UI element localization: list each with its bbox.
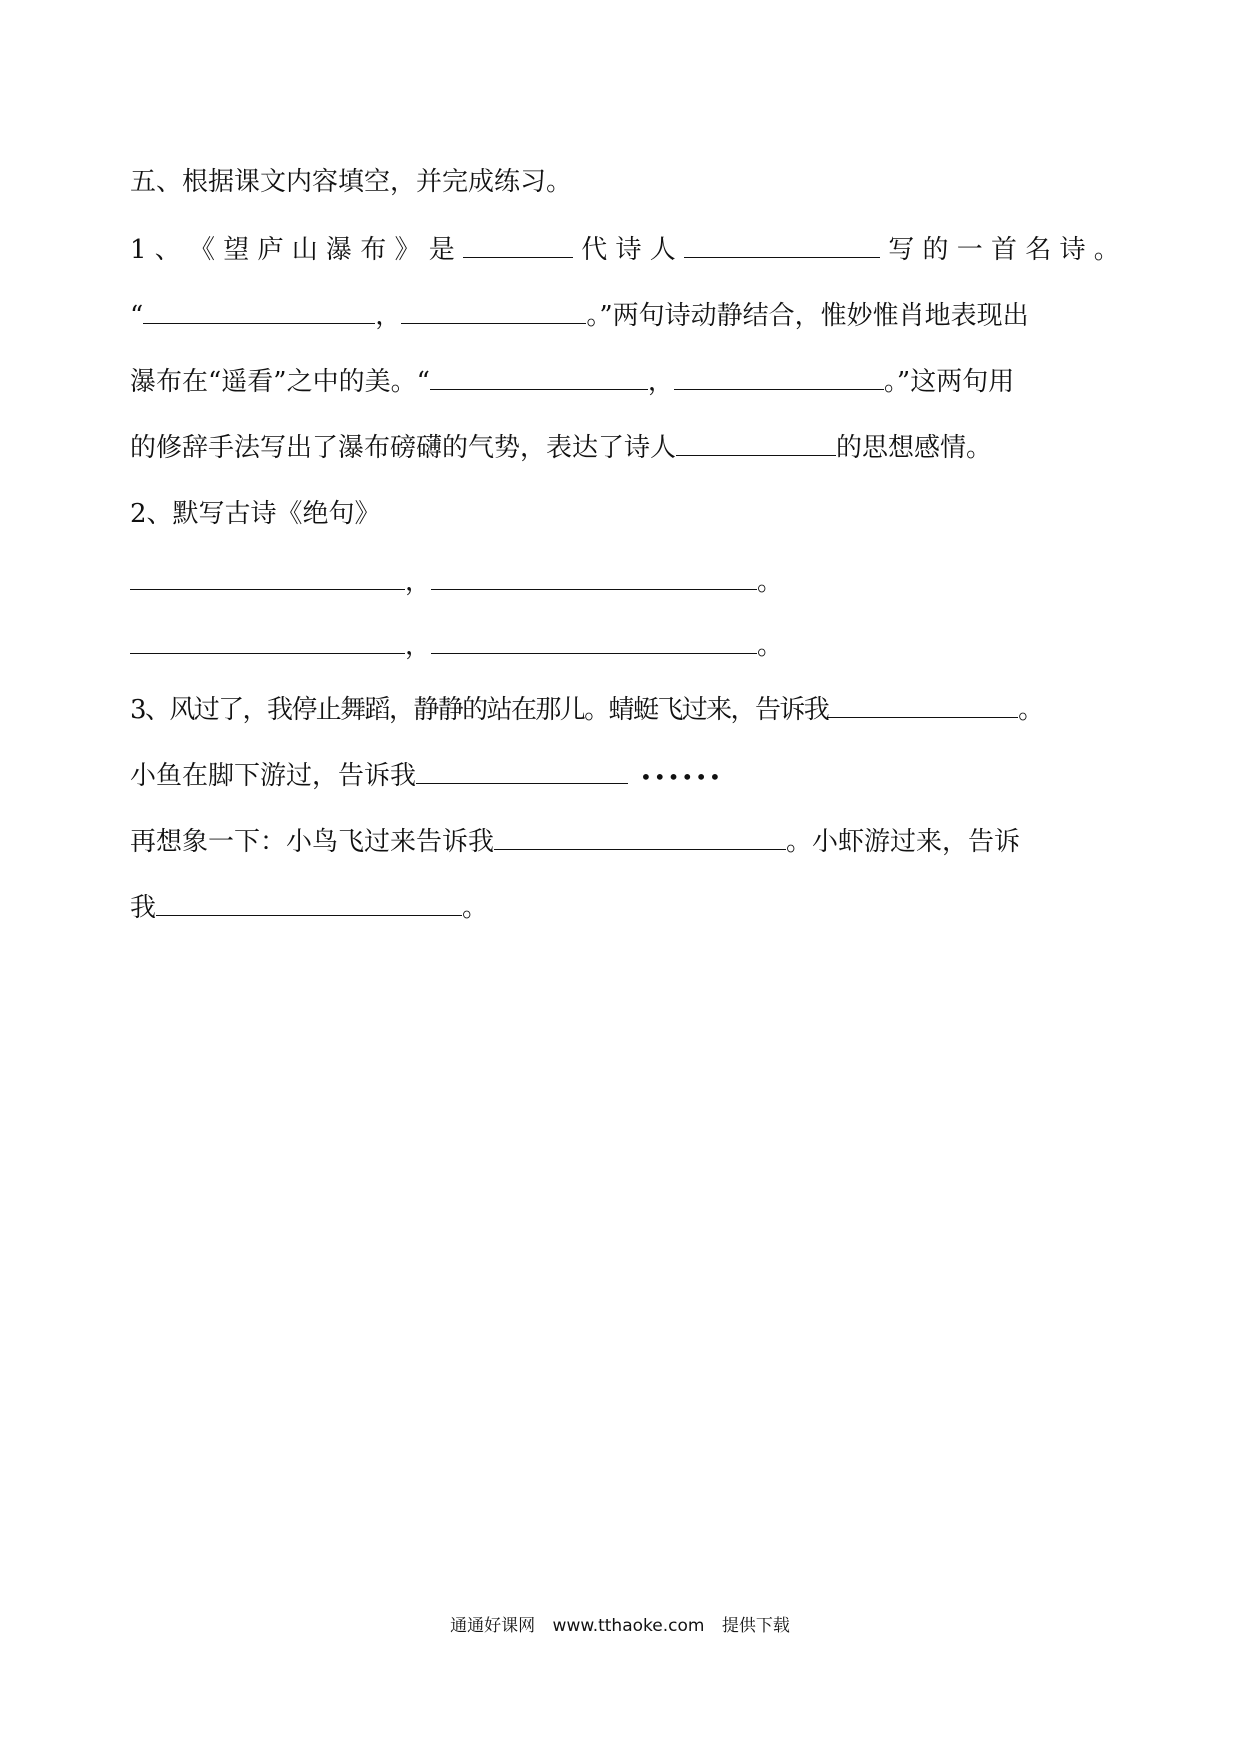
bird-blank[interactable] <box>494 823 786 850</box>
dynasty-blank[interactable] <box>463 231 573 258</box>
q3-line-3-start: 再想象一下：小鸟飞过来告诉我 <box>130 827 495 857</box>
q1-char: 山 <box>291 235 318 265</box>
q1-char: 瀑 <box>326 235 353 265</box>
footer-url[interactable]: www.tthaoke.com <box>552 1616 705 1636</box>
q1-char: 、 <box>154 235 181 265</box>
q3-line-2 <box>130 756 1120 797</box>
q1-line-4-start: 的修辞手法写出了瀑布磅礴的气势，表达了诗人 <box>130 433 677 463</box>
q3-line-4-start: 我 <box>130 893 157 923</box>
q3-line-2-start: 小鱼在脚下游过，告诉我 <box>130 761 417 791</box>
q1-char: 布 <box>360 235 387 265</box>
comma: ， <box>405 631 432 661</box>
q3-line-3 <box>130 822 1120 862</box>
comma: ， <box>375 301 402 331</box>
poem-line-1 <box>130 562 1120 602</box>
comma: ， <box>647 367 674 397</box>
q1-char: 的 <box>922 235 949 265</box>
q3-line-4 <box>130 888 1120 928</box>
feeling-blank[interactable] <box>676 429 836 456</box>
q1-char: 庐 <box>257 235 284 265</box>
q1-char: 。 <box>1093 235 1120 265</box>
verse-blank-1[interactable] <box>143 297 375 324</box>
q1-char: 诗 <box>615 235 642 265</box>
poem-blank-3[interactable] <box>130 627 405 654</box>
poem-line-2 <box>130 626 1120 666</box>
comma: ， <box>405 567 432 597</box>
q1-char: 名 <box>1025 235 1052 265</box>
fish-blank[interactable] <box>416 757 628 784</box>
q1-line-2-close: 。”两句诗动静结合，惟妙惟肖地表现出 <box>586 301 1029 331</box>
q3-line-1-end: 。 <box>1018 695 1045 725</box>
footer <box>0 1614 1240 1638</box>
poem-blank-2[interactable] <box>431 563 757 590</box>
shrimp-blank[interactable] <box>156 889 462 916</box>
q1-char: 首 <box>991 235 1018 265</box>
q1-line-2 <box>130 296 1120 336</box>
q1-char: 是 <box>428 235 455 265</box>
dragonfly-blank[interactable] <box>828 691 1018 718</box>
q1-char: 一 <box>956 235 983 265</box>
period: 。 <box>757 631 784 661</box>
q1-char: 人 <box>649 235 676 265</box>
verse-blank-3[interactable] <box>430 363 648 390</box>
q1-char: 诗 <box>1059 235 1086 265</box>
footer-suffix: 提供下载 <box>721 1616 790 1636</box>
ellipsis: •••••• <box>640 765 723 789</box>
section-title <box>130 162 1120 202</box>
section-title-text: 五、根据课文内容填空，并完成练习。 <box>130 167 573 197</box>
q1-char: 》 <box>394 235 421 265</box>
q1-char: 写 <box>888 235 915 265</box>
q2-title-text: 2、默写古诗《绝句》 <box>130 499 381 529</box>
verse-blank-4[interactable] <box>674 363 884 390</box>
open-quote: “ <box>130 301 144 331</box>
q3-line-1 <box>130 690 1120 730</box>
q3-line-1-start: 3、风过了，我停止舞蹈，静静的站在那儿。蜻蜓飞过来，告诉我 <box>130 695 829 725</box>
q1-char: 《 <box>189 235 216 265</box>
q1-line-1 <box>130 230 1120 270</box>
q1-line-3-start: 瀑布在“遥看”之中的美。“ <box>130 367 430 397</box>
q1-char: 望 <box>223 235 250 265</box>
q1-line-4-end: 的思想感情。 <box>836 433 993 463</box>
q1-char: 代 <box>581 235 608 265</box>
q3-line-4-end: 。 <box>462 893 489 923</box>
q1-char: 1 <box>130 235 147 265</box>
poem-blank-1[interactable] <box>130 563 405 590</box>
poet-blank[interactable] <box>684 231 880 258</box>
footer-site-name: 通通好课网 <box>450 1616 536 1636</box>
q2-title <box>130 494 1120 534</box>
verse-blank-2[interactable] <box>401 297 586 324</box>
q1-line-3 <box>130 362 1120 402</box>
period: 。 <box>757 567 784 597</box>
q1-line-3-close: 。”这两句用 <box>883 367 1015 397</box>
q3-line-3-mid: 。小虾游过来，告诉 <box>786 827 1021 857</box>
poem-blank-4[interactable] <box>431 627 757 654</box>
q1-line-4 <box>130 428 1120 468</box>
